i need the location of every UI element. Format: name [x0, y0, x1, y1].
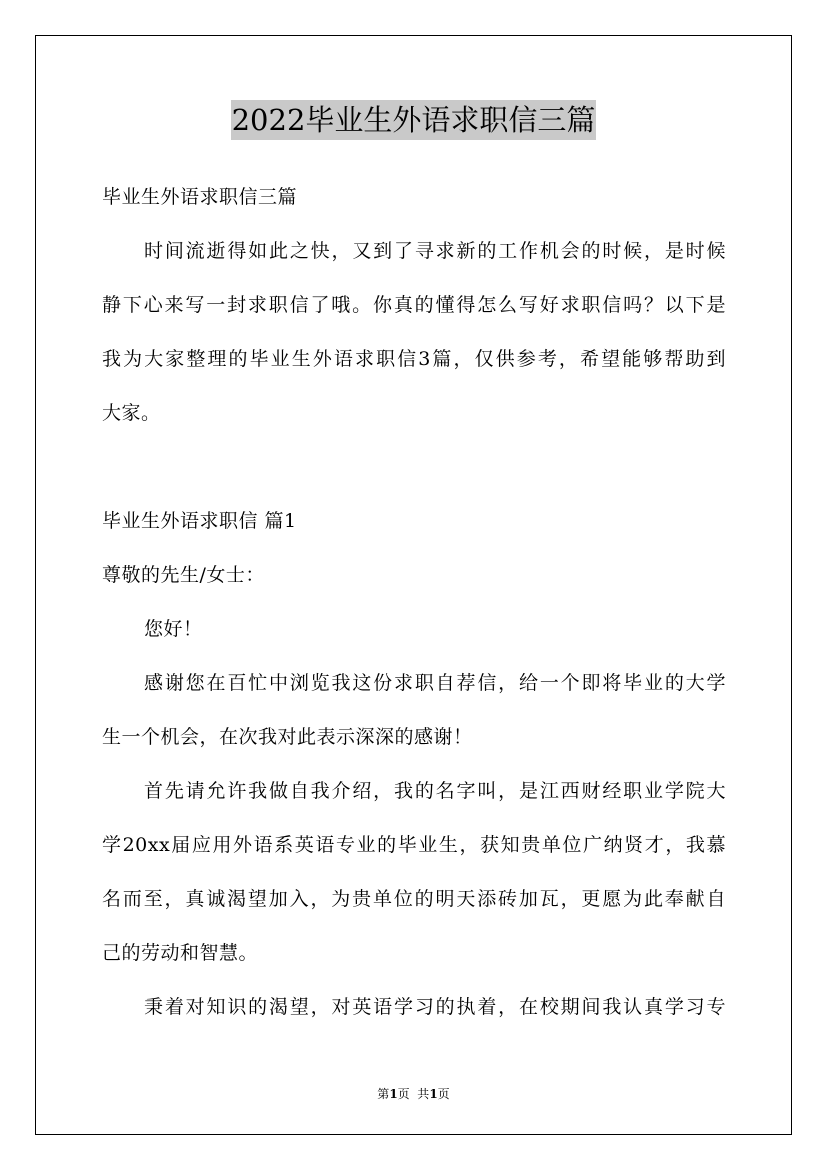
greeting: 您好！ — [144, 618, 203, 640]
paragraph-line: 己的劳动和智慧。 — [102, 942, 259, 964]
paragraph-line: 学20xx届应用外语系英语专业的毕业生，获知贵单位广纳贤才，我慕 — [102, 834, 726, 856]
salutation: 尊敬的先生/女士： — [102, 564, 265, 586]
paragraph-line: 感谢您在百忙中浏览我这份求职自荐信，给一个即将毕业的大学 — [144, 672, 726, 694]
section-heading: 毕业生外语求职信 篇1 — [102, 510, 297, 532]
paragraph-line: 名而至，真诚渴望加入，为贵单位的明天添砖加瓦，更愿为此奉献自 — [102, 888, 726, 910]
document-title: 2022毕业生外语求职信三篇 — [231, 100, 597, 140]
footer-mid: 页 共 — [397, 1087, 430, 1101]
paragraph-line: 生一个机会，在次我对此表示深深的感谢！ — [102, 726, 473, 748]
footer-suffix: 页 — [437, 1087, 450, 1101]
footer-page-total: 1 — [429, 1087, 438, 1101]
paragraph-line: 秉着对知识的渴望，对英语学习的执着，在校期间我认真学习专 — [144, 996, 726, 1018]
paragraph-line: 首先请允许我做自我介绍，我的名字叫，是江西财经职业学院大 — [144, 780, 726, 802]
footer-prefix: 第 — [377, 1087, 390, 1101]
paragraph-line: 静下心来写一封求职信了哦。你真的懂得怎么写好求职信吗？以下是 — [102, 294, 726, 316]
paragraph-line: 时间流逝得如此之快，又到了寻求新的工作机会的时候，是时候 — [144, 240, 726, 262]
page-footer — [0, 1085, 827, 1102]
paragraph-line: 我为大家整理的毕业生外语求职信3篇，仅供参考，希望能够帮助到 — [102, 348, 726, 370]
title-container — [0, 100, 827, 140]
footer-page-number: 1 — [389, 1087, 398, 1101]
subtitle-line: 毕业生外语求职信三篇 — [102, 186, 298, 208]
paragraph-line: 大家。 — [102, 402, 161, 424]
